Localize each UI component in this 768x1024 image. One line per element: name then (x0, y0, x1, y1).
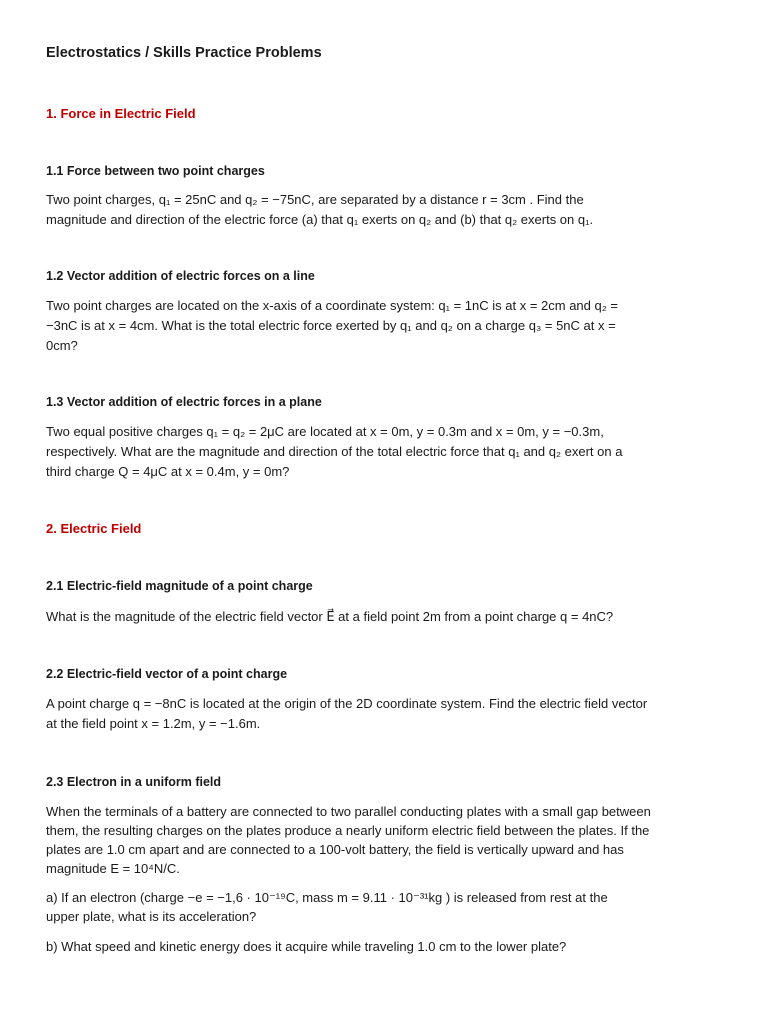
problem-line: Two point charges are located on the x-axis of a coordinate system: q₁ = 1nC is at x = 2cm and q₂ = (46, 298, 618, 313)
problem-heading-1-3: 1.3 Vector addition of electric forces in a plane (46, 395, 322, 409)
problem-line: upper plate, what is its acceleration? (46, 909, 257, 924)
problem-heading-1-1: 1.1 Force between two point charges (46, 164, 265, 178)
problem-line: Two equal positive charges q₁ = q₂ = 2μC are located at x = 0m, y = 0.3m and x = 0m, y = −0.3m, (46, 424, 604, 439)
section-heading-electric-field: 2. Electric Field (46, 521, 142, 536)
problem-line: third charge Q = 4μC at x = 0.4m, y = 0m? (46, 464, 290, 479)
problem-line: a) If an electron (charge −e = −1,6 · 10⁻¹⁹C, mass m = 9.11 · 10⁻³¹kg ) is released from rest at the (46, 890, 608, 905)
problem-line: magnitude and direction of the electric force (a) that q₁ exerts on q₂ and (b) that q₂ exerts on q₁. (46, 212, 594, 227)
problem-text-1-2 (46, 296, 726, 356)
problem-line: magnitude E = 10⁴N/C. (46, 861, 180, 876)
problem-line: −3nC is at x = 4cm. What is the total electric force exerted by q₁ and q₂ on a charge q₃ = 5nC at x = (46, 318, 616, 333)
problem-part-b (46, 937, 726, 957)
document-title: Electrostatics / Skills Practice Problems (46, 45, 322, 61)
section-heading-force: 1. Force in Electric Field (46, 106, 196, 121)
problem-line: at the field point x = 1.2m, y = −1.6m. (46, 716, 261, 731)
problem-heading-1-2: 1.2 Vector addition of electric forces on a line (46, 269, 315, 283)
problem-part-a (46, 888, 726, 926)
problem-text-1-3 (46, 422, 726, 482)
problem-heading-2-2: 2.2 Electric-field vector of a point charge (46, 667, 288, 681)
problem-text-2-2 (46, 694, 726, 734)
problem-text-2-3 (46, 802, 726, 878)
problem-heading-2-1: 2.1 Electric-field magnitude of a point charge (46, 579, 313, 593)
problem-text-2-1 (46, 607, 726, 627)
problem-line: A point charge q = −8nC is located at the origin of the 2D coordinate system. Find the electric field vector (46, 696, 648, 711)
problem-line: Two point charges, q₁ = 25nC and q₂ = −75nC, are separated by a distance r = 3cm . Find the (46, 192, 584, 207)
problem-line: respectively. What are the magnitude and direction of the total electric force that q₁ and q₂ exert on a (46, 444, 623, 459)
problem-heading-2-3: 2.3 Electron in a uniform field (46, 775, 222, 789)
problem-line: 0cm? (46, 338, 78, 353)
problem-text-1-1 (46, 190, 726, 230)
problem-line: b) What speed and kinetic energy does it acquire while traveling 1.0 cm to the lower plate? (46, 939, 567, 954)
problem-line: When the terminals of a battery are connected to two parallel conducting plates with a small gap between (46, 804, 651, 819)
problem-line: plates are 1.0 cm apart and are connected to a 100-volt battery, the field is vertically upward and has (46, 842, 624, 857)
problem-line: them, the resulting charges on the plates produce a nearly uniform electric field between the plates. If the (46, 823, 650, 838)
problem-line: What is the magnitude of the electric field vector E⃗ at a field point 2m from a point charge q = 4nC? (46, 609, 614, 624)
